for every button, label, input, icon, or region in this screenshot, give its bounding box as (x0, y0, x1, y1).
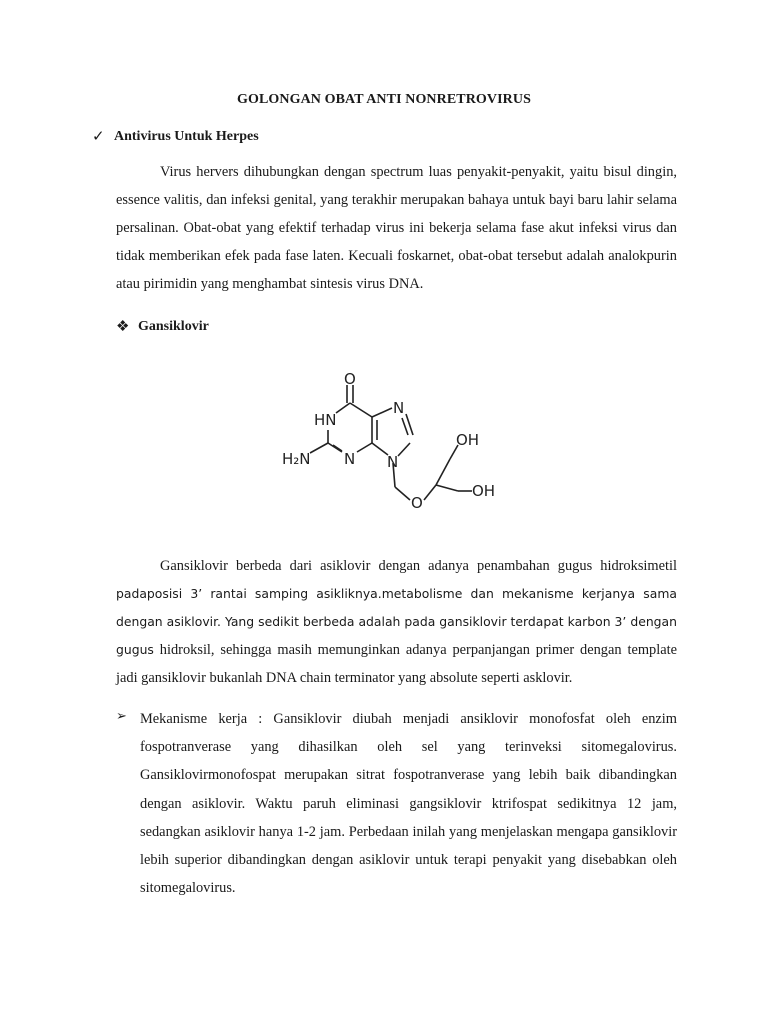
bond (350, 403, 372, 417)
atom-label-oh: OH (456, 431, 480, 449)
atom-label-n: N (344, 450, 356, 468)
atom-label-n: N (387, 453, 399, 471)
bond (372, 408, 392, 417)
paragraph-gansiklovir-text-2: padaposisi 3’ rantai samping asikliknya.metabolisme dan mekanisme kerjanya sama dengan asiklovir. Yang sedikit berbeda adalah pada gansiklovir terdapat karbon 3’ dengan gugus (116, 586, 677, 657)
section-heading-herpes (92, 127, 259, 146)
bond (357, 443, 372, 452)
check-icon: ✓ (92, 129, 105, 145)
section-heading-label: Gansiklovir (138, 318, 209, 334)
bond (310, 443, 328, 453)
ganciclovir-structure-diagram (280, 365, 516, 527)
atom-label-n: N (393, 399, 405, 417)
bond (328, 443, 342, 452)
ganciclovir-structure-figure (280, 365, 516, 527)
bond (336, 403, 350, 413)
paragraph-gansiklovir (116, 552, 677, 692)
paragraph-gansiklovir-text-3: hidroksil, sehingga masih memunginkan adanya perpanjangan primer dengan template jadi gansiklovir bukanlah DNA chain terminator yang absolute seperti asklovir. (116, 642, 677, 686)
bond (424, 485, 436, 500)
bond (436, 485, 458, 491)
mechanism-text: Mekanisme kerja : Gansiklovir diubah menjadi ansiklovir monofosfat oleh enzim fospotranverase yang dihasilkan oleh sel yang terinveksi sitomegalovirus. Gansiklovirmonofospat merupakan sitrat fospotranverase yang lebih baik dibandingkan dengan asiklovir. Waktu paruh eliminasi gangsiklovir ktrifospat sedikitnya 12 jam, sedangkan asiklovir hanya 1-2 jam. Perbedaan inilah yang menjelaskan mengapa gansiklovir lebih superior dibandingkan dengan asiklovir untuk terapi penyakit yang disebabkan oleh sitomegalovirus. (140, 711, 677, 897)
page-title: GOLONGAN OBAT ANTI NONRETROVIRUS (236, 92, 531, 107)
atom-label-o: O (344, 370, 356, 388)
section-heading-label: Antivirus Untuk Herpes (114, 128, 259, 144)
section-heading-gansiklovir (116, 317, 209, 336)
atom-label-hn: HN (314, 411, 337, 429)
bond (402, 418, 408, 435)
paragraph-gansiklovir-text-1: Gansiklovir berbeda dari asiklovir dengan adanya penambahan gugus hidroksimetil (160, 558, 677, 574)
atom-label-o-ether: O (411, 494, 423, 512)
diamond-bullet-icon: ❖ (116, 319, 130, 335)
bond (436, 459, 450, 485)
bond (395, 487, 410, 500)
bond (372, 443, 388, 455)
bond (398, 443, 410, 456)
arrow-bullet-icon: ➢ (116, 708, 127, 723)
paragraph-herpes (116, 158, 677, 298)
atom-label-h2n: H₂N (282, 450, 311, 468)
atom-label-oh: OH (472, 482, 496, 500)
paragraph-herpes-text: Virus hervers dihubungkan dengan spectrum luas penyakit-penyakit, yaitu bisul dingin, essence valitis, dan infeksi genital, yang terakhir merupakan bahaya untuk bayi baru lahir selama persalinan. Obat-obat yang efektif terhadap virus ini bekerja selama fase akut infeksi virus dan tidak memberikan efek pada fase laten. Kecuali foskarnet, obat-obat tersebut adalah analokpurin atau pirimidin yang menghambat sintesis virus DNA. (116, 164, 677, 292)
